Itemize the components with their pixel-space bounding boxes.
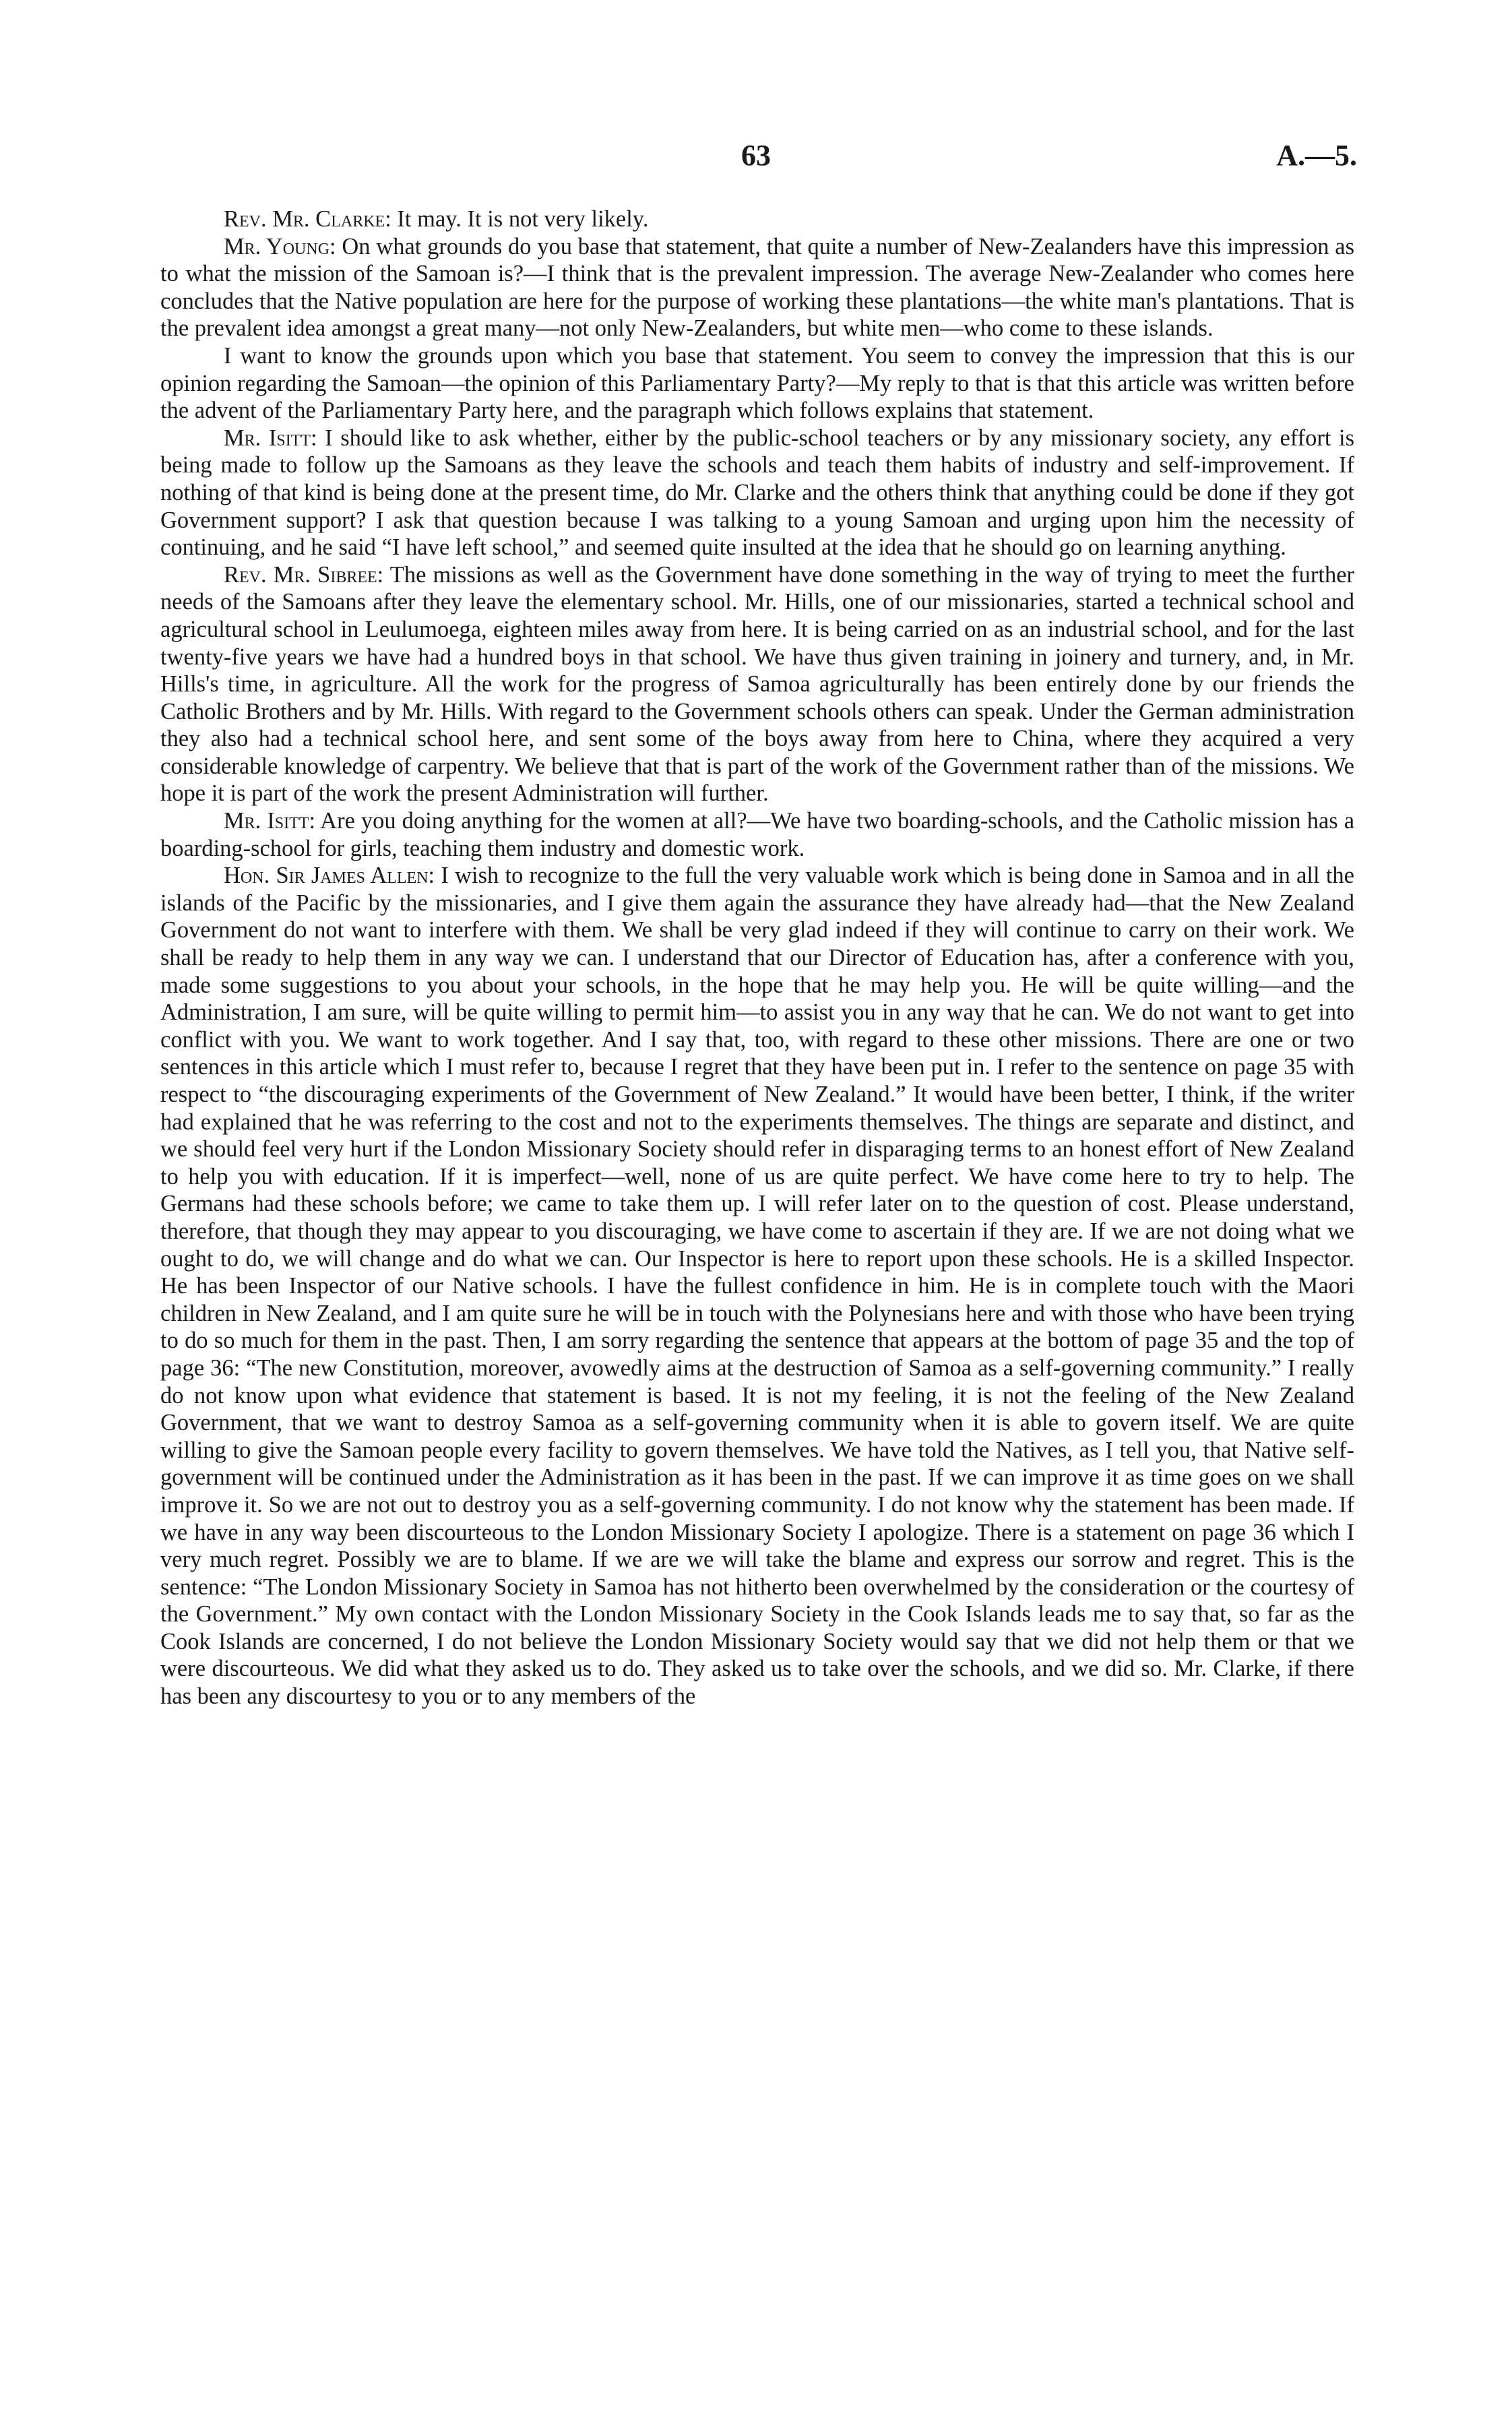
paragraph (160, 862, 1354, 1710)
speaker-name: Mr. Young: (224, 233, 336, 259)
speaker-name: Rev. Mr. Clarke: (224, 206, 391, 232)
paragraph-text: I should like to ask whether, either by the public-school teachers or by any missionary society, any effort is being made to follow up the Samoans as they leave the schools and teach them habits of industry and self-improvement. If nothing of that kind is being done at the present time, do Mr. Clarke and the others think that anything could be done if they got Government support? I ask that question because I was talking to a young Samoan and urging upon him the necessity of continuing, and he said “I have left school,” and seemed quite insulted at the idea that he should go on learning anything. (160, 425, 1354, 561)
paragraph-text: I wish to recognize to the full the very valuable work which is being done in Samoa and in all the islands of the Pacific by the missionaries, and I give them again the assurance they have already had—that the New Zealand Government do not want to interfere with them. We shall be very glad indeed if they will continue to carry on their work. We shall be ready to help them in any way we can. I understand that our Director of Education has, after a conference with you, made some suggestions to you about your schools, in the hope that he may help you. He will be quite willing—and the Administration, I am sure, will be quite willing to permit him—to assist you in any way that he can. We do not want to get into conflict with you. We want to work together. And I say that, too, with regard to these other missions. There are one or two sentences in this article which I must refer to, because I regret that they have been put in. I refer to the sentence on page 35 with respect to “the discouraging experiments of the Government of New Zealand.” It would have been better, I think, if the writer had explained that he was referring to the cost and not to the experiments themselves. The things are separate and distinct, and we should feel very hurt if the London Missionary Society should refer in disparaging terms to an honest effort of New Zealand to help you with education. If it is imperfect—well, none of us are quite perfect. We have come here to try to help. The Germans had these schools before; we came to take them up. I will refer later on to the question of cost. Please understand, therefore, that though they may appear to you discouraging, we have come to ascertain if they are. If we are not doing what we ought to do, we will change and do what we can. Our Inspector is here to report upon these schools. He is a skilled Inspector. He has been Inspector of our Native schools. I have the fullest confidence in him. He is in complete touch with the Maori children in New Zealand, and I am quite sure he will be in touch with the Polynesians here and with those who have been trying to do so much for them in the past. Then, I am sorry regarding the sentence that appears at the bottom of page 35 and the top of page 36: “The new Constitution, moreover, avowedly aims at the destruction of Samoa as a self-governing community.” I really do not know upon what evidence that statement is based. It is not my feeling, it is not the feeling of the New Zealand Government, that we want to destroy Samoa as a self-governing community when it is able to govern itself. We are quite willing to give the Samoan people every facility to govern themselves. We have told the Natives, as I tell you, that Native self-government will be continued under the Administration as it has been in the past. If we can improve it as time goes on we shall improve it. So we are not out to destroy you as a self-governing community. I do not know why the statement has been made. If we have in any way been discourteous to the London Missionary Society I apologize. There is a statement on page 36 which I very much regret. Possibly we are to blame. If we are we will take the blame and express our sorrow and regret. This is the sentence: “The London Missionary Society in Samoa has not hitherto been overwhelmed by the consideration or the courtesy of the Government.” My own contact with the London Missionary Society in the Cook Islands leads me to say that, so far as the Cook Islands are concerned, I do not believe the London Missionary Society would say that we did not help them or that we were discourteous. We did what they asked us to do. They asked us to take over the schools, and we did so. Mr. Clarke, if there has been any discourtesy to you or to any members of the (160, 863, 1354, 1710)
paragraph (160, 342, 1354, 425)
speaker-name: Hon. Sir James Allen: (224, 863, 435, 889)
speaker-name: Mr. Isitt: (224, 808, 316, 834)
paragraph-text: The missions as well as the Government have done something in the way of trying to meet the further needs of the Samoans after they leave the elementary school. Mr. Hills, one of our missionaries, started a technical school and agricultural school in Leulumoega, eighteen miles away from here. It is being carried on as an industrial school, and for the last twenty-five years we have had a hundred boys in that school. We have thus given training in joinery and turnery, and, in Mr. Hills's time, in agriculture. All the work for the progress of Samoa agriculturally has been entirely done by our friends the Catholic Brothers and by Mr. Hills. With regard to the Government schools others can speak. Under the German administration they also had a technical school here, and sent some of the boys away from here to China, where they acquired a very considerable knowledge of carpentry. We believe that that is part of the work of the Government rather than of the missions. We hope it is part of the work the present Administration will further. (160, 561, 1354, 807)
page-number: 63 (741, 139, 771, 172)
paragraph-text: On what grounds do you base that statement, that quite a number of New-Zealanders have this impression as to what the mission of the Samoan is?—I think that is the prevalent impression. The average New-Zealander who comes here concludes that the Native population are here for the purpose of working these plantations—the white man's plantations. That is the prevalent idea amongst a great many—not only New-Zealanders, but white men—who come to these islands. (160, 233, 1354, 342)
transcript-body (160, 206, 1354, 1710)
paragraph (160, 807, 1354, 862)
speaker-name: Mr. Isitt: (224, 425, 317, 451)
paragraph (160, 206, 1354, 233)
paragraph-text: It may. It is not very likely. (391, 206, 649, 232)
speaker-name: Rev. Mr. Sibree: (224, 561, 384, 588)
paragraph (160, 561, 1354, 807)
document-reference: A.—5. (1276, 139, 1357, 172)
paragraph (160, 233, 1354, 342)
paragraph-text: I want to know the grounds upon which you base that statement. You seem to convey the impression that this is our opinion regarding the Samoan—the opinion of this Parliamentary Party?—My reply to that is that this article was written before the advent of the Parliamentary Party here, and the paragraph which follows explains that statement. (160, 342, 1354, 424)
paragraph (160, 425, 1354, 561)
paragraph-text: Are you doing anything for the women at all?—We have two boarding-schools, and the Catholic mission has a boarding-school for girls, teaching them industry and domestic work. (160, 808, 1355, 861)
